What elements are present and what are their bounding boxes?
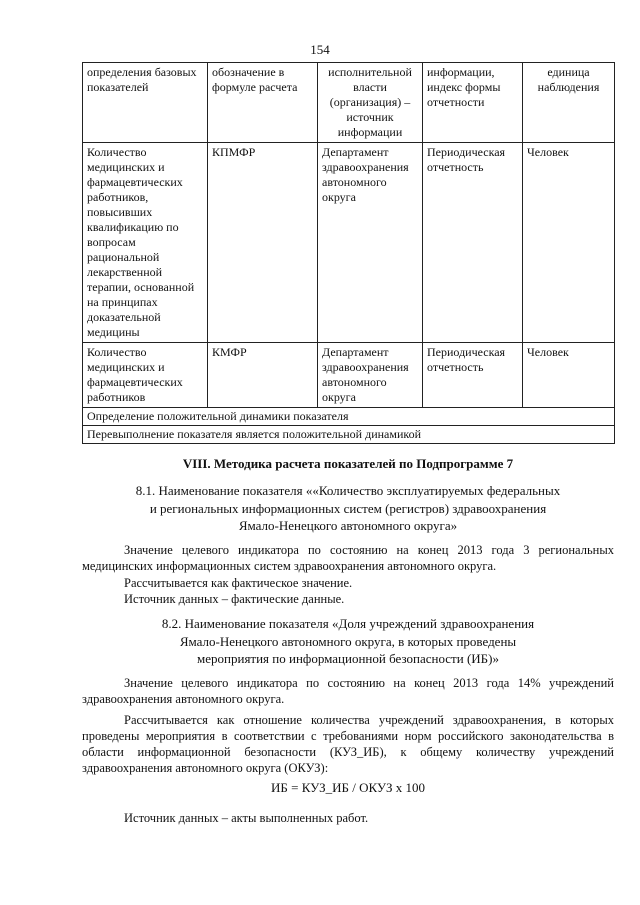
indicator-value-paragraph: Значение целевого индикатора по состоянию на конец 2013 года 3 региональных медицинских информационных систем здравоохранения автономного округа.: [82, 543, 614, 574]
table-footer-row: [83, 426, 615, 444]
cell-code: КПМФР: [208, 143, 318, 343]
calculation-paragraph: Рассчитывается как отношение количества учреждений здравоохранения, в которых проведены мероприятия в соответствии с требованиями норм российского законодательства в области информационной безопасности (КУЗ_ИБ), к общему количеству учреждений здравоохранения автономного округа (ОКУЗ):: [82, 712, 614, 776]
indicator-8-1-body: [82, 542, 614, 607]
title-line: 8.1. Наименование показателя ««Количество эксплуатируемых федеральных: [135, 483, 561, 498]
footer-cell: Перевыполнение показателя является положительной динамикой: [83, 426, 615, 444]
header-cell: единица наблюдения: [523, 63, 615, 143]
cell-form: Периодическая отчетность: [423, 343, 523, 408]
cell-name: Количество медицинских и фармацевтических работников: [83, 343, 208, 408]
cell-unit: Человек: [523, 343, 615, 408]
data-source: Источник данных – акты выполненных работ.: [124, 811, 369, 825]
page-number: 154: [310, 42, 330, 57]
cell-unit: Человек: [523, 143, 615, 343]
header-cell: определения базовых показателей: [83, 63, 208, 143]
indicator-table: [82, 62, 615, 444]
indicator-8-2-body: [82, 675, 614, 777]
indicator-8-2-source: [82, 810, 614, 826]
header-cell: исполнительной власти (организация) – источник информации: [318, 63, 423, 143]
table-row: [83, 143, 615, 343]
section-title: VIII. Методика расчета показателей по Подпрограмме 7: [182, 456, 514, 471]
formula: ИБ = КУЗ_ИБ / ОКУЗ x 100: [271, 780, 425, 795]
header-cell: информации, индекс формы отчетности: [423, 63, 523, 143]
indicator-value-paragraph: Значение целевого индикатора по состоянию на конец 2013 года 14% учреждений здравоохранения автономного округа.: [82, 676, 614, 707]
title-line: 8.2. Наименование показателя «Доля учреждений здравоохранения: [161, 616, 535, 631]
title-line: Ямало-Ненецкого автономного округа»: [238, 518, 458, 534]
footer-cell: Определение положительной динамики показателя: [83, 408, 615, 426]
table-footer-row: [83, 408, 615, 426]
header-cell: обозначение в формуле расчета: [208, 63, 318, 143]
cell-source: Департамент здравоохранения автономного округа: [318, 143, 423, 343]
cell-source: Департамент здравоохранения автономного округа: [318, 343, 423, 408]
data-source: Источник данных – фактические данные.: [124, 591, 345, 606]
cell-code: КМФР: [208, 343, 318, 408]
indicator-8-2-title: [82, 615, 614, 668]
table-row: [83, 343, 615, 408]
cell-name: Количество медицинских и фармацевтических работников, повысивших квалификацию по вопросам рациональной лекарственной терапии, основанной на принципах доказательной медицины: [83, 143, 208, 343]
title-line: Ямало-Ненецкого автономного округа, в которых проведены: [179, 633, 517, 649]
table-header-row: [83, 63, 615, 143]
title-line: мероприятия по информационной безопасности (ИБ)»: [197, 651, 499, 667]
indicator-8-1-title: [82, 482, 614, 535]
cell-form: Периодическая отчетность: [423, 143, 523, 343]
calculation-note: Рассчитывается как фактическое значение.: [124, 575, 353, 590]
title-line: и региональных информационных систем (регистров) здравоохранения: [149, 500, 547, 516]
